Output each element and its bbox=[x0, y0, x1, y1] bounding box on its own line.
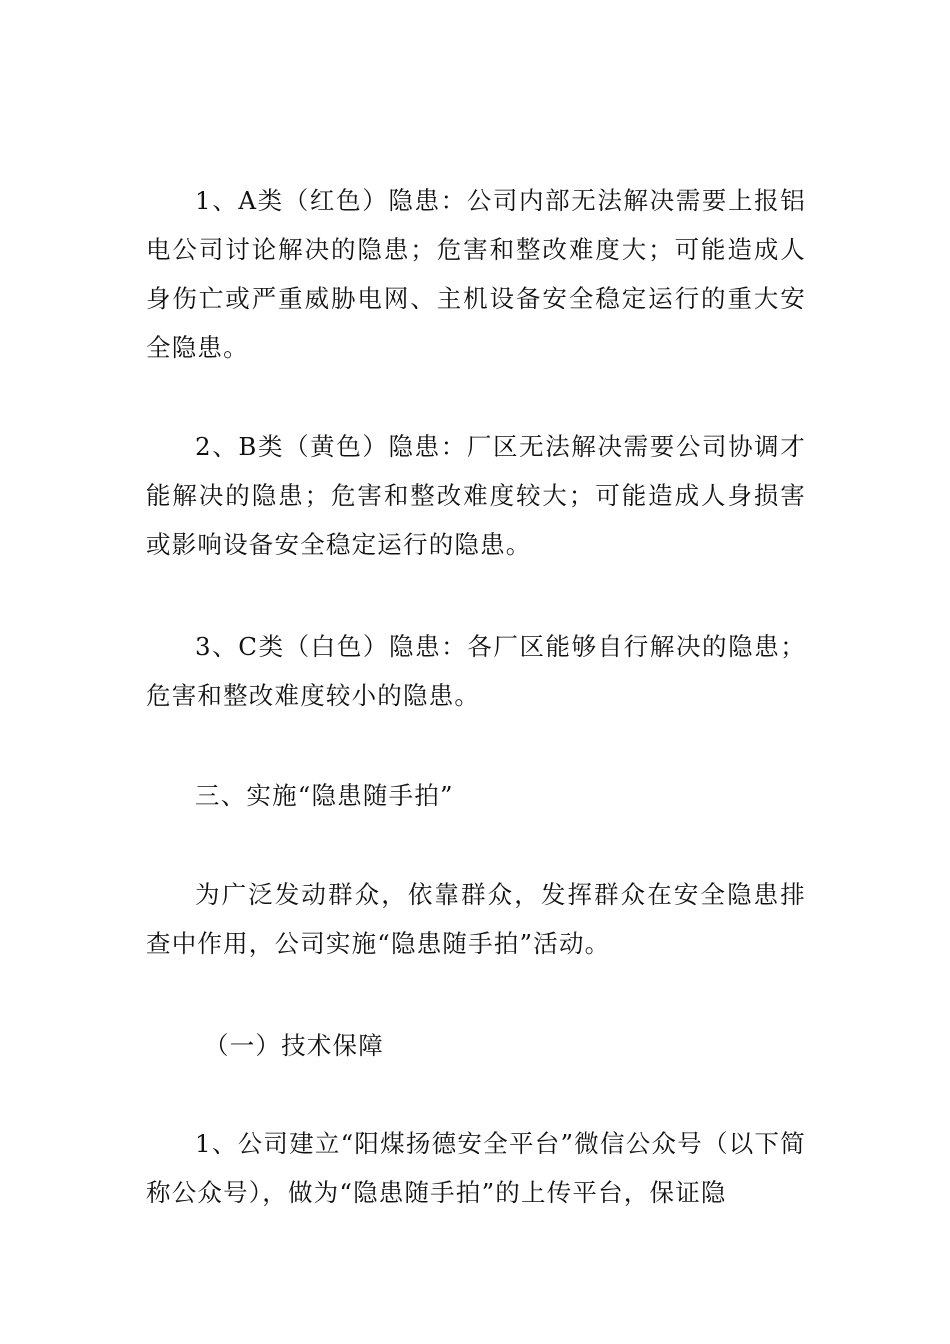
section-heading-three: 三、实施“隐患随手拍” bbox=[195, 781, 454, 810]
subsection-heading-tech-support: （一）技术保障 bbox=[204, 1031, 384, 1060]
paragraph-hazard-class-c: 3、C类（白色）隐患：各厂区能够自行解决的隐患；危害和整改难度较小的隐患。 bbox=[146, 632, 806, 710]
paragraph-section-intro: 为广泛发动群众，依靠群众，发挥群众在安全隐患排查中作用，公司实施“隐患随手拍”活动。 bbox=[146, 880, 806, 958]
paragraph-tech-support-item-1: 1、公司建立“阳煤扬德安全平台”微信公众号（以下简称公众号），做为“隐患随手拍”的上传平台，保证隐 bbox=[146, 1129, 806, 1207]
paragraph-hazard-class-a: 1、A类（红色）隐患：公司内部无法解决需要上报铝电公司讨论解决的隐患；危害和整改难度大；可能造成人身伤亡或严重威胁电网、主机设备安全稳定运行的重大安全隐患。 bbox=[146, 186, 806, 362]
paragraph-hazard-class-b: 2、B类（黄色）隐患：厂区无法解决需要公司协调才能解决的隐患；危害和整改难度较大；可能造成人身损害或影响设备安全稳定运行的隐患。 bbox=[146, 432, 806, 559]
